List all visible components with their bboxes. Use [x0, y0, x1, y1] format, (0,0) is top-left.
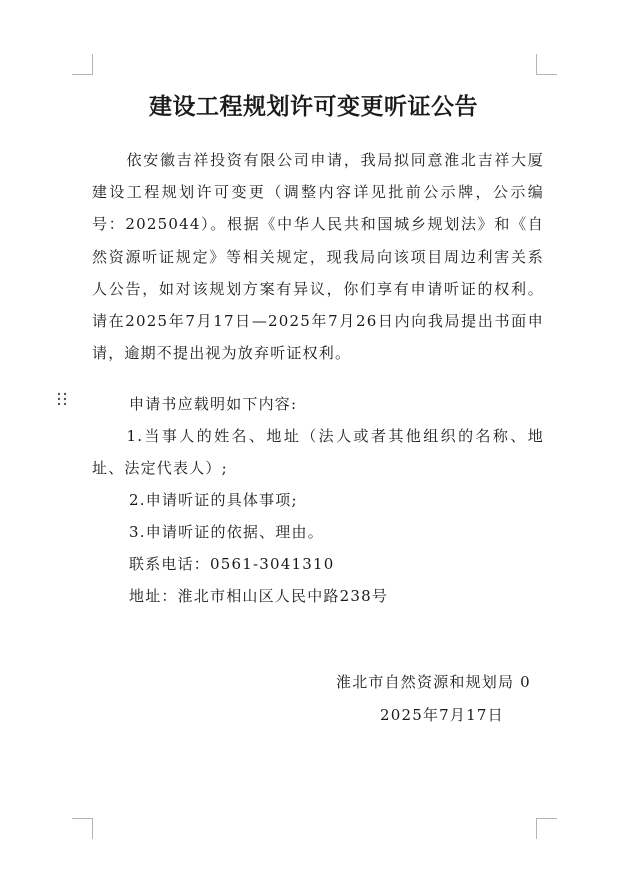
contact-phone: 联系电话：0561-3041310: [129, 555, 335, 573]
body-paragraph: 依安徽吉祥投资有限公司申请，我局拟同意淮北吉祥大厦建设工程规划许可变更（调整内容详见批前公示牌，公示编号：2025044）。根据《中华人民共和国城乡规划法》和《自然资源听证规定》等相关规定，现我局向该项目周边利害关系人公告，如对该规划方案有异议，你们享有申请听证的权利。请在2025年7月17日—2025年7月26日内向我局提出书面申请，逾期不提出视为放弃听证权利。: [92, 151, 544, 363]
drag-handle-icon[interactable]: [57, 391, 67, 405]
signature-organization: 淮北市自然资源和规划局 0: [336, 673, 531, 691]
signature-date: 2025年7月17日: [380, 706, 504, 724]
page-corner-mark-bottom-right: [536, 818, 557, 839]
page-corner-mark-top-left: [72, 54, 93, 75]
page-corner-mark-top-right: [536, 54, 557, 75]
requirements-intro: 申请书应载明如下内容:: [129, 395, 298, 413]
page-corner-mark-bottom-left: [72, 818, 93, 839]
contact-address: 地址：淮北市相山区人民中路238号: [129, 587, 389, 605]
page-title: 建设工程规划许可变更听证公告: [149, 94, 478, 121]
requirement-item-3: 3.申请听证的依据、理由。: [129, 523, 324, 541]
requirement-item-1: 1.当事人的姓名、地址（法人或者其他组织的名称、地址、法定代表人）;: [92, 427, 544, 478]
requirement-item-2: 2.申请听证的具体事项;: [129, 491, 298, 509]
